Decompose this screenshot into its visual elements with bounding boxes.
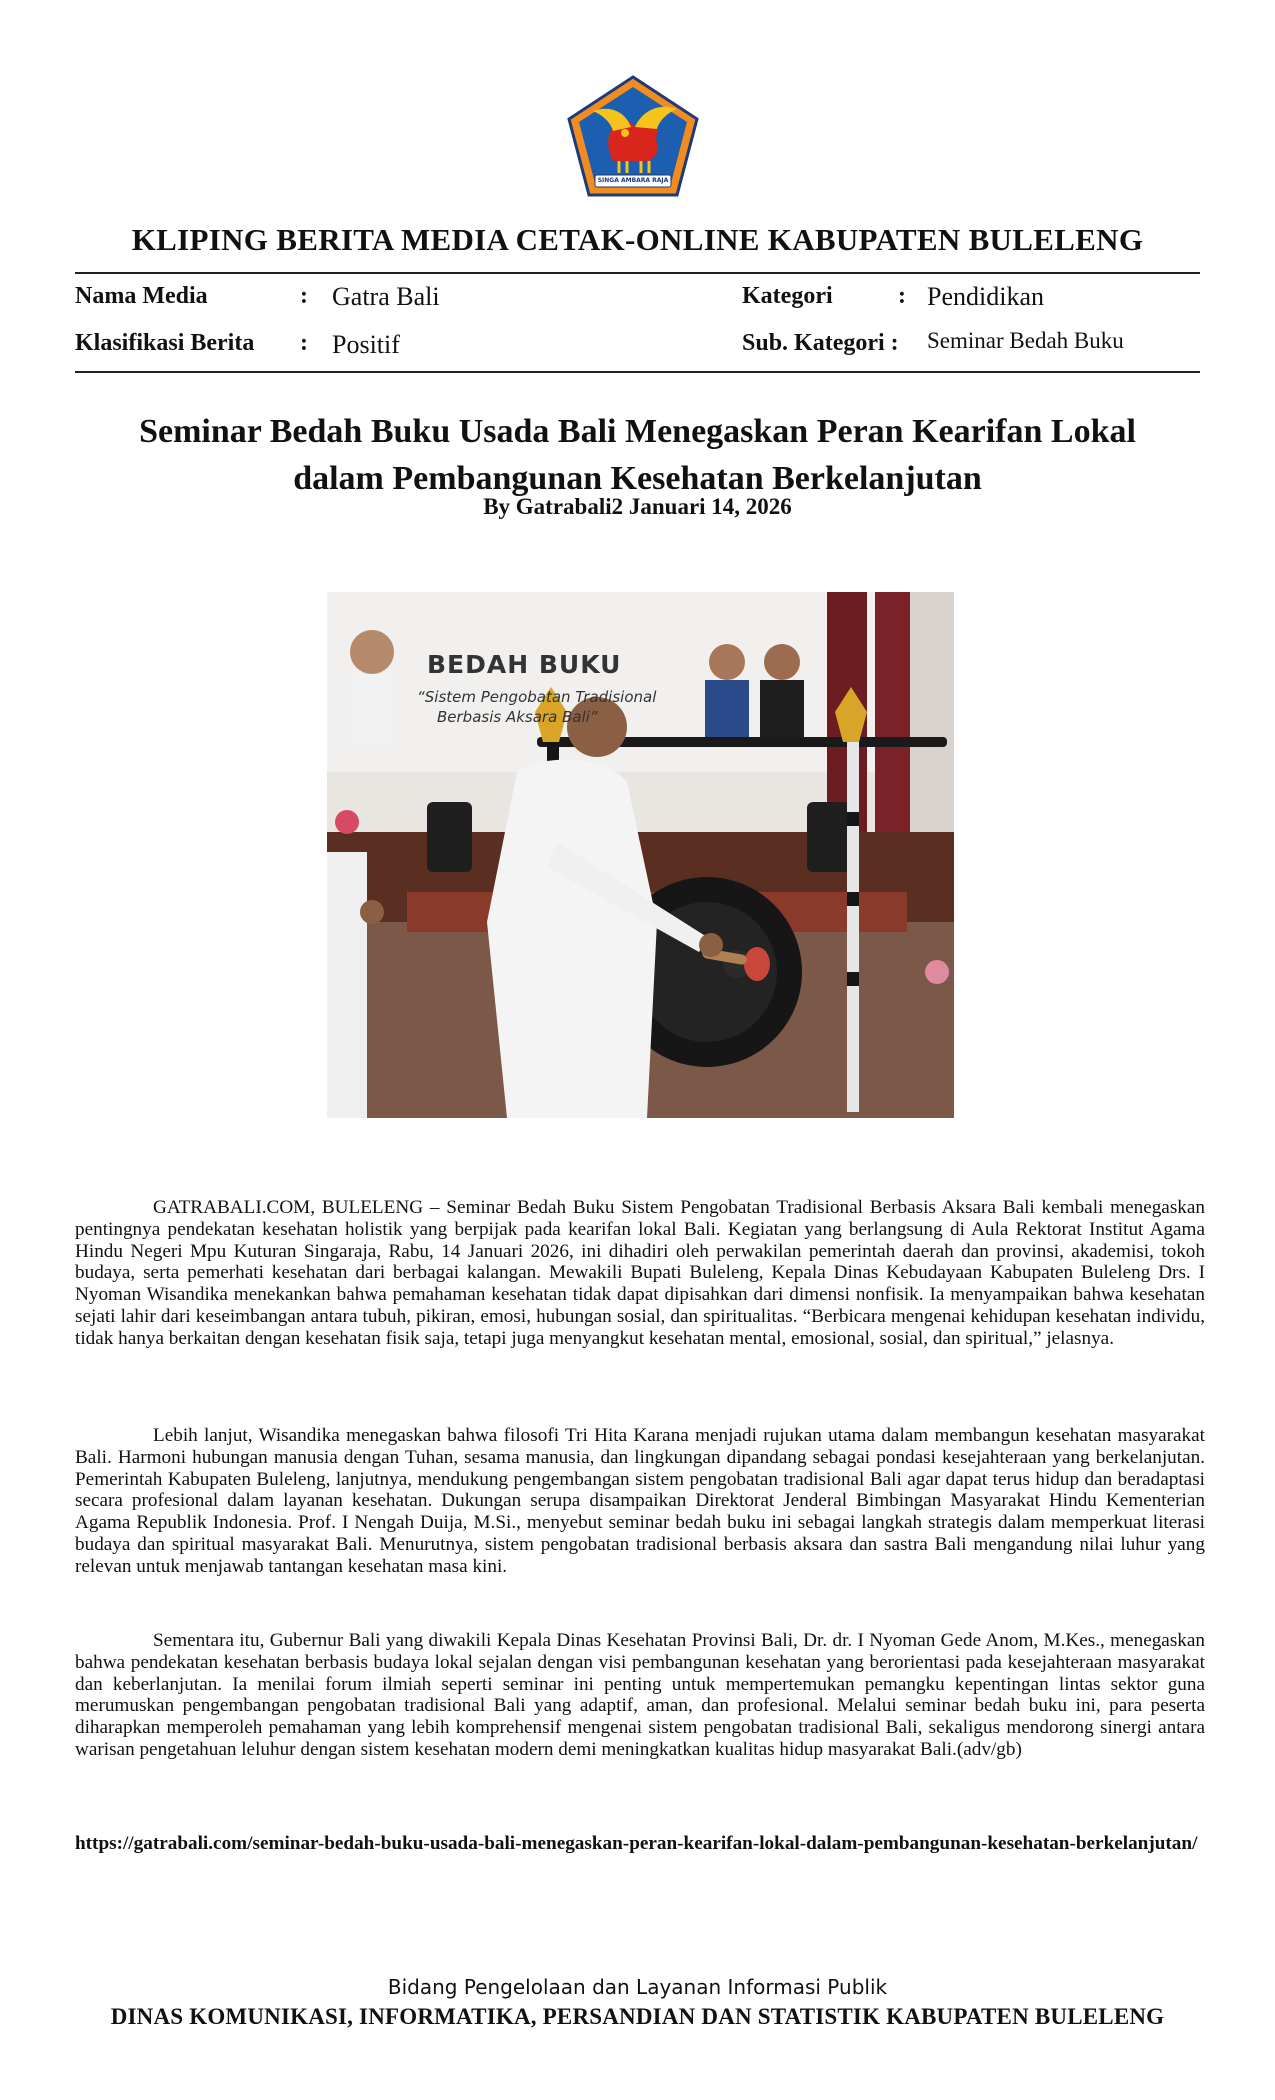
footer-title: DINAS KOMUNIKASI, INFORMATIKA, PERSANDIAN DAN STATISTIK KABUPATEN BULELENG [110,2004,1165,2029]
article-photo [327,592,954,1118]
banner-subtitle-line-1: “Sistem Pengobatan Tradisional [417,688,657,706]
source-url-link[interactable]: https://gatrabali.com/seminar-bedah-buku-usada-bali-menegaskan-peran-kearifan-lokal-dalam-pembangunan-kesehatan-berkelanjutan/ [75,1833,1198,1854]
category-value: Pendidikan [927,282,1044,311]
subcategory-label: Sub. Kategori : [742,330,899,356]
category-label: Kategori [742,283,833,309]
buleleng-emblem-logo [565,75,701,199]
banner-subtitle-line-2: Berbasis Aksara Bali” [437,708,598,726]
header-divider-bottom [75,371,1200,373]
article-paragraph-1: GATRABALI.COM, BULELENG – Seminar Bedah Buku Sistem Pengobatan Tradisional Berbasis Aksara Bali kembali menegaskan pentingnya pendekatan kesehatan holistik yang berpijak pada kearifan lokal Bali. Kegiatan yang berlangsung di Aula Rektorat Institut Agama Hindu Negeri Mpu Kuturan Singaraja, Rabu, 14 Januari 2026, ini dihadiri oleh perwakilan pemerintah daerah dan provinsi, akademisi, tokoh budaya, serta pemerhati kesehatan dari berbagai kalangan. Mewakili Bupati Buleleng, Kepala Dinas Kebudayaan Kabupaten Buleleng Drs. I Nyoman Wisandika menekankan bahwa pemahaman kesehatan tidak dapat dipisahkan dari dimensi nonfisik. Ia menyampaikan bahwa kesehatan sejati lahir dari keseimbangan antara tubuh, pikiran, emosi, hubungan sosial, dan spiritualitas. “Berbicara mengenai kehidupan kesehatan individu, tidak hanya berkaitan dengan kesehatan fisik saja, tetapi juga menyangkut kesehatan mental, emosional, sosial, dan spiritual,” jelasnya. [75,1197,1205,1349]
category-colon: : [898,283,906,309]
article-paragraph-3: Sementara itu, Gubernur Bali yang diwakili Kepala Dinas Kesehatan Provinsi Bali, Dr. dr. I Nyoman Gede Anom, M.Kes., menegaskan bahwa pendekatan kesehatan berbasis budaya lokal sejalan dengan visi pembangunan kesehatan yang berorientasi pada kesejahteraan masyarakat dan keberlanjutan. Ia menilai forum ilmiah seperti seminar ini penting untuk mempertemukan pemangku kepentingan lintas sektor guna merumuskan pengembangan pengobatan tradisional Bali yang adaptif, aman, dan profesional. Melalui seminar bedah buku ini, para peserta diharapkan memperoleh pemahaman yang lebih komprehensif mengenai sistem pengobatan tradisional Bali, sekaligus mendorong sinergi antara warisan pengetahuan leluhur dengan sistem kesehatan modern demi meningkatkan kualitas hidup masyarakat Bali.(adv/gb) [75,1630,1205,1760]
media-name-value: Gatra Bali [332,282,440,311]
emblem-motto: SINGA AMBARA RAJA [597,177,669,184]
article-title: Seminar Bedah Buku Usada Bali Menegaskan Peran Kearifan Lokal dalam Pembangunan Kesehatan Berkelanjutan [139,413,1136,497]
media-name-colon: : [300,283,308,309]
clipping-header-title: KLIPING BERITA MEDIA CETAK-ONLINE KABUPATEN BULELENG [131,222,1144,257]
banner-heading: BEDAH BUKU [427,650,622,679]
classification-value: Positif [332,330,400,359]
header-divider-top [75,272,1200,274]
classification-colon: : [300,330,308,356]
media-name-label: Nama Media [75,283,208,309]
classification-label: Klasifikasi Berita [75,330,255,356]
footer-subtitle: Bidang Pengelolaan dan Layanan Informasi Publik [387,1975,888,1999]
article-byline: By Gatrabali2 Januari 14, 2026 [483,494,792,519]
subcategory-value: Seminar Bedah Buku [927,328,1124,353]
article-paragraph-2: Lebih lanjut, Wisandika menegaskan bahwa filosofi Tri Hita Karana menjadi rujukan utama dalam membangun kesehatan masyarakat Bali. Harmoni hubungan manusia dengan Tuhan, sesama manusia, dan lingkungan dipandang sebagai pondasi kesejahteraan yang berkelanjutan. Pemerintah Kabupaten Buleleng, lanjutnya, mendukung pengembangan sistem pengobatan tradisional Bali agar dapat terus hidup dan beradaptasi secara profesional dalam layanan kesehatan. Dukungan serupa disampaikan Direktorat Jenderal Bimbingan Masyarakat Hindu Kementerian Agama Republik Indonesia. Prof. I Nengah Duija, M.Si., menyebut seminar bedah buku ini sebagai langkah strategis dalam memperkuat literasi budaya dan spiritual masyarakat Bali. Menurutnya, sistem pengobatan tradisional berbasis aksara dan sastra Bali mengandung nilai luhur yang relevan untuk menjawab tantangan kesehatan masa kini. [75,1425,1205,1577]
